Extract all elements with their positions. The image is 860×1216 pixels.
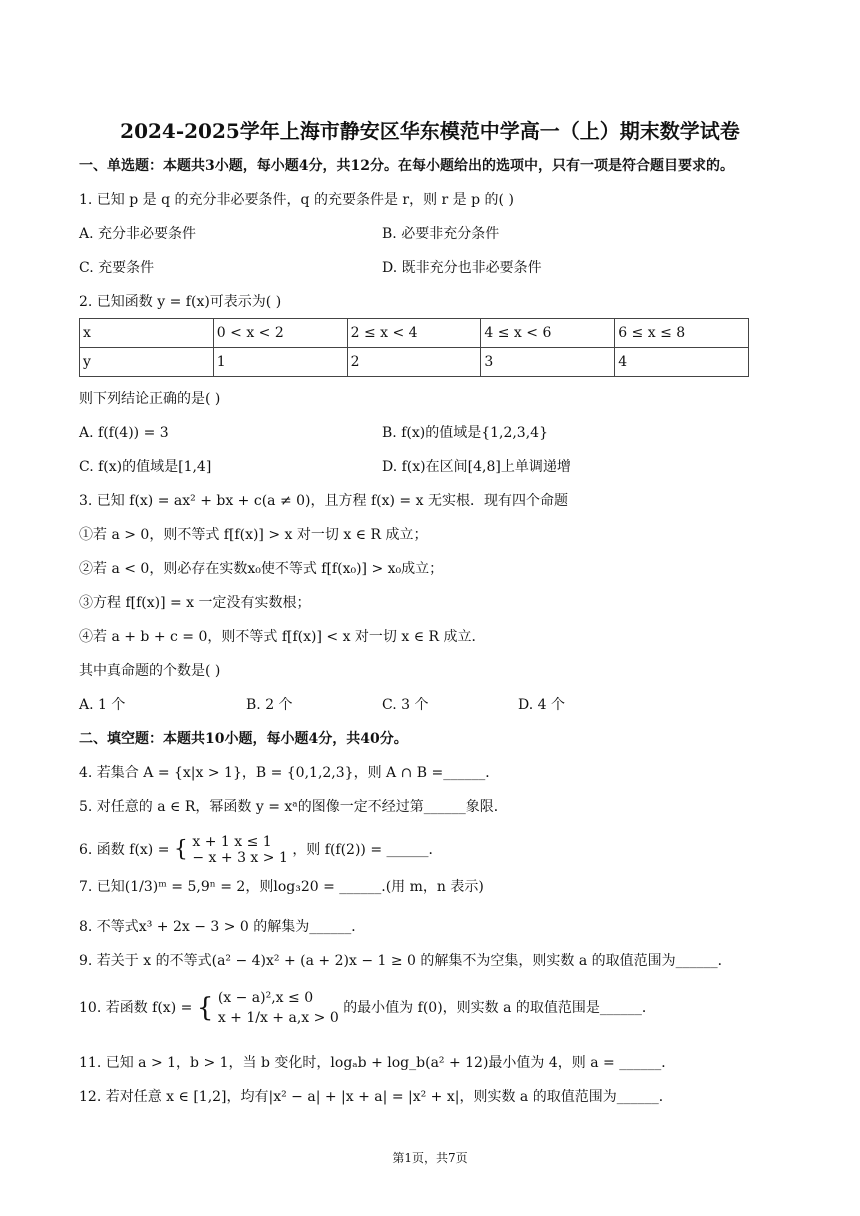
question-4: 4. 若集合 A = {x|x > 1}，B = {0,1,2,3}，则 A ∩ B =______．	[79, 765, 500, 781]
table-cell: 0 < x < 2	[213, 319, 347, 348]
question-3-stem: 3. 已知 f(x) = ax² + bx + c(a ≠ 0)，且方程 f(x) = x 无实根．现有四个命题	[79, 493, 568, 509]
question-3-proposition-2: ②若 a < 0，则必存在实数x₀使不等式 f[f(x₀)] > x₀成立；	[79, 561, 444, 577]
question-6-prefix: 6. 函数 f(x) =	[79, 842, 170, 858]
question-3-option-a: A. 1 个	[79, 697, 126, 713]
table-cell: 2	[347, 348, 481, 377]
function-value-table	[79, 318, 749, 377]
question-2-option-c: C. f(x)的值域是[1,4]	[79, 459, 212, 475]
table-cell: x	[80, 319, 214, 348]
question-10-suffix: 的最小值为 f(0)，则实数 a 的取值范围是______．	[343, 1000, 656, 1016]
table-row-y	[80, 348, 749, 377]
question-6-case-2: − x + 3 x > 1	[192, 850, 288, 866]
question-9: 9. 若关于 x 的不等式(a² − 4)x² + (a + 2)x − 1 ≥ 0 的解集不为空集，则实数 a 的取值范围为______．	[79, 953, 732, 969]
page-footer: 第1页，共7页	[392, 1151, 468, 1165]
section-heading-fill-blank: 二、填空题：本题共10小题，每小题4分，共40分。	[79, 731, 408, 747]
page-title: 2024-2025学年上海市静安区华东模范中学高一（上）期末数学试卷	[120, 119, 740, 143]
section-heading-single-choice: 一、单选题：本题共3小题，每小题4分，共12分。在每小题给出的选项中，只有一项是符合题目要求的。	[79, 158, 734, 174]
question-10-prefix: 10. 若函数 f(x) =	[79, 1000, 193, 1016]
brace-symbol: {	[196, 993, 214, 1023]
question-3-proposition-1: ①若 a > 0，则不等式 f[f(x)] > x 对一切 x ∈ R 成立；	[79, 527, 428, 543]
table-cell: y	[80, 348, 214, 377]
question-2-option-d: D. f(x)在区间[4,8]上单调递增	[382, 459, 571, 475]
table-cell: 2 ≤ x < 4	[347, 319, 481, 348]
question-10-case-2: x + 1/x + a,x > 0	[217, 1010, 339, 1026]
question-6-suffix: ，则 f(f(2)) = ______．	[292, 842, 443, 858]
question-8: 8. 不等式x³ + 2x − 3 > 0 的解集为______．	[79, 919, 366, 935]
question-3-option-d: D. 4 个	[518, 697, 565, 713]
table-cell: 4 ≤ x < 6	[481, 319, 615, 348]
piecewise-cases	[218, 988, 339, 1028]
brace-symbol: {	[173, 837, 188, 862]
question-10	[79, 986, 656, 1030]
question-3-proposition-4: ④若 a + b + c = 0，则不等式 f[f(x)] < x 对一切 x ∈ R 成立．	[79, 629, 486, 645]
piecewise-cases	[192, 834, 288, 866]
question-3-option-b: B. 2 个	[246, 697, 293, 713]
question-6	[79, 832, 443, 868]
question-7: 7. 已知(1/3)ᵐ = 5,9ⁿ = 2，则log₃20 = ______.(用 m，n 表示)	[79, 879, 484, 895]
question-6-case-1: x + 1 x ≤ 1	[192, 834, 272, 850]
question-2-ask: 则下列结论正确的是( )	[79, 391, 221, 407]
question-1-option-b: B. 必要非充分条件	[382, 226, 500, 242]
question-2-option-a: A. f(f(4)) = 3	[79, 425, 169, 441]
question-1-stem: 1. 已知 p 是 q 的充分非必要条件，q 的充要条件是 r，则 r 是 p 的( )	[79, 192, 514, 208]
question-12: 12. 若对任意 x ∈ [1,2]，均有|x² − a| + |x + a| = |x² + x|，则实数 a 的取值范围为______．	[79, 1089, 673, 1105]
question-2-option-b: B. f(x)的值域是{1,2,3,4}	[382, 425, 548, 441]
question-3-option-c: C. 3 个	[382, 697, 429, 713]
question-1-option-a: A. 充分非必要条件	[79, 226, 197, 242]
question-5: 5. 对任意的 a ∈ R，幂函数 y = xᵃ的图像一定不经过第______象限．	[79, 799, 508, 815]
table-row-x	[80, 319, 749, 348]
question-3-ask: 其中真命题的个数是( )	[79, 663, 221, 679]
question-3-proposition-3: ③方程 f[f(x)] = x 一定没有实数根；	[79, 595, 311, 611]
question-1-option-c: C. 充要条件	[79, 260, 155, 276]
question-1-option-d: D. 既非充分也非必要条件	[382, 260, 542, 276]
table-cell: 4	[615, 348, 749, 377]
table-cell: 6 ≤ x ≤ 8	[615, 319, 749, 348]
question-10-case-1: (x − a)²,x ≤ 0	[217, 990, 314, 1006]
question-2-stem: 2. 已知函数 y = f(x)可表示为( )	[79, 294, 282, 310]
table-cell: 3	[481, 348, 615, 377]
question-11: 11. 已知 a > 1，b > 1，当 b 变化时，logₐb + log_b(a² + 12)最小值为 4，则 a = ______．	[79, 1055, 676, 1071]
table-cell: 1	[213, 348, 347, 377]
